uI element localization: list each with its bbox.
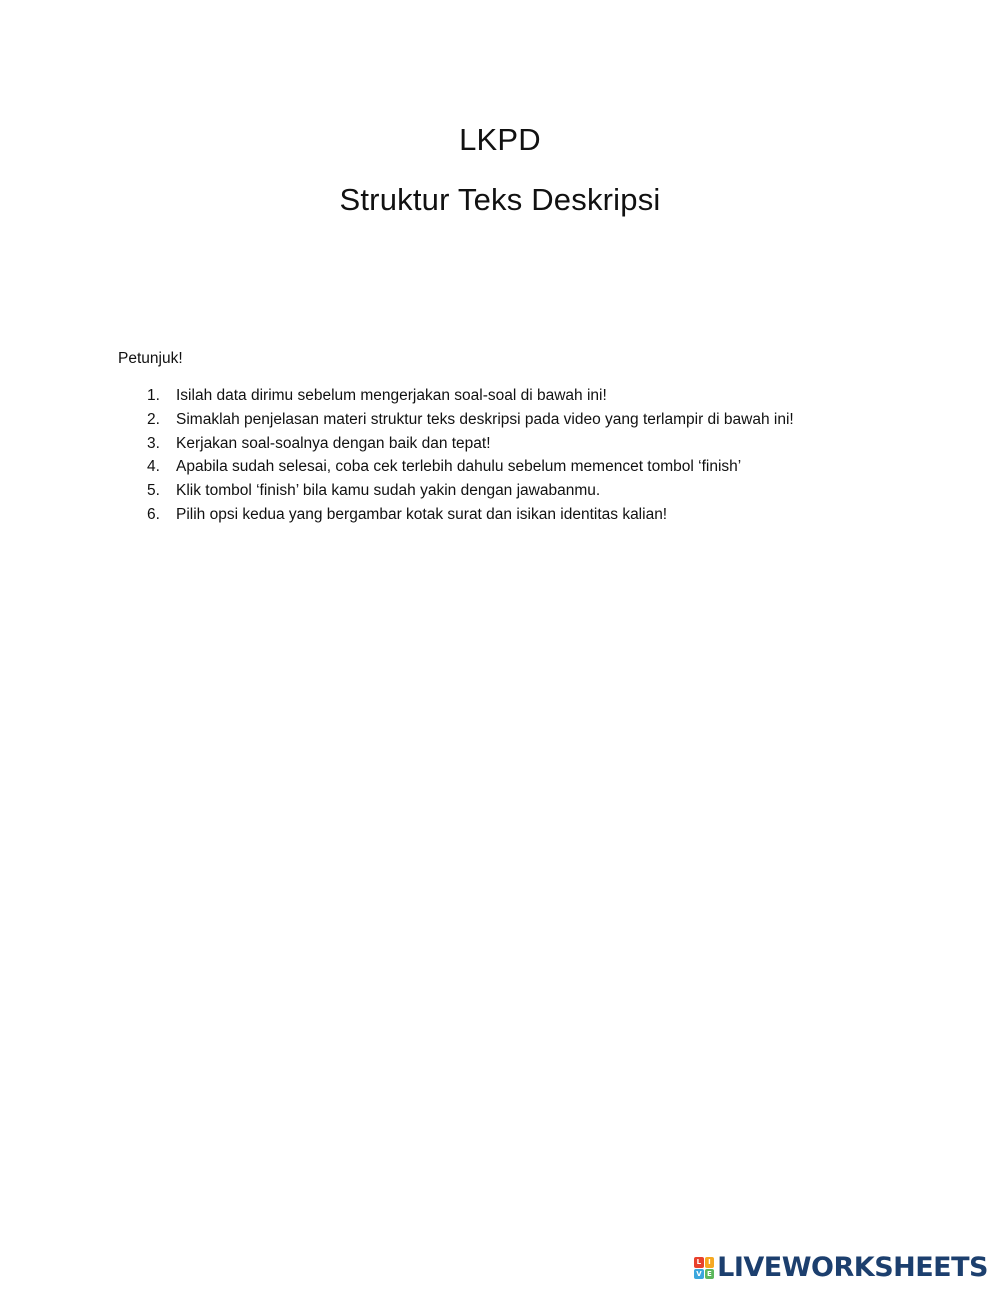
list-item: [118, 481, 794, 505]
list-item-text: Klik tombol ‘finish’ bila kamu sudah yakin dengan jawabanmu.: [176, 482, 601, 500]
list-item-text: Apabila sudah selesai, coba cek terlebih dahulu sebelum memencet tombol ‘finish’: [176, 458, 742, 476]
instructions-label: Petunjuk!: [118, 350, 183, 367]
instructions-list: [118, 386, 794, 529]
liveworksheets-logo-icon: [694, 1257, 714, 1279]
list-item-number: 5.: [147, 482, 160, 500]
list-item-number: 1.: [147, 387, 160, 404]
logo-tile-e: E: [705, 1269, 715, 1280]
list-item-text: Simaklah penjelasan materi struktur teks deskripsi pada video yang terlampir di bawah ini!: [176, 410, 794, 428]
logo-tile-l: L: [694, 1257, 704, 1268]
list-item: [118, 410, 794, 434]
list-item-number: 3.: [147, 434, 160, 452]
list-item-number: 2.: [147, 410, 160, 428]
logo-tile-v: V: [694, 1269, 704, 1280]
list-item-number: 4.: [147, 458, 160, 476]
list-item: [118, 434, 794, 458]
list-item: [118, 457, 794, 481]
page-subtitle: Struktur Teks Deskripsi: [339, 182, 661, 217]
list-item-text: Kerjakan soal-soalnya dengan baik dan tepat!: [176, 434, 491, 452]
list-item: [118, 386, 794, 410]
list-item-number: 6.: [147, 505, 160, 523]
list-item-text: Pilih opsi kedua yang bergambar kotak surat dan isikan identitas kalian!: [176, 505, 668, 523]
liveworksheets-brand[interactable]: [694, 1254, 988, 1282]
brand-name: LIVEWORKSHEETS: [717, 1252, 988, 1283]
list-item-text: Isilah data dirimu sebelum mengerjakan soal-soal di bawah ini!: [176, 387, 607, 404]
logo-tile-i: I: [705, 1257, 715, 1268]
list-item: [118, 505, 794, 529]
page-title: LKPD: [459, 122, 541, 157]
